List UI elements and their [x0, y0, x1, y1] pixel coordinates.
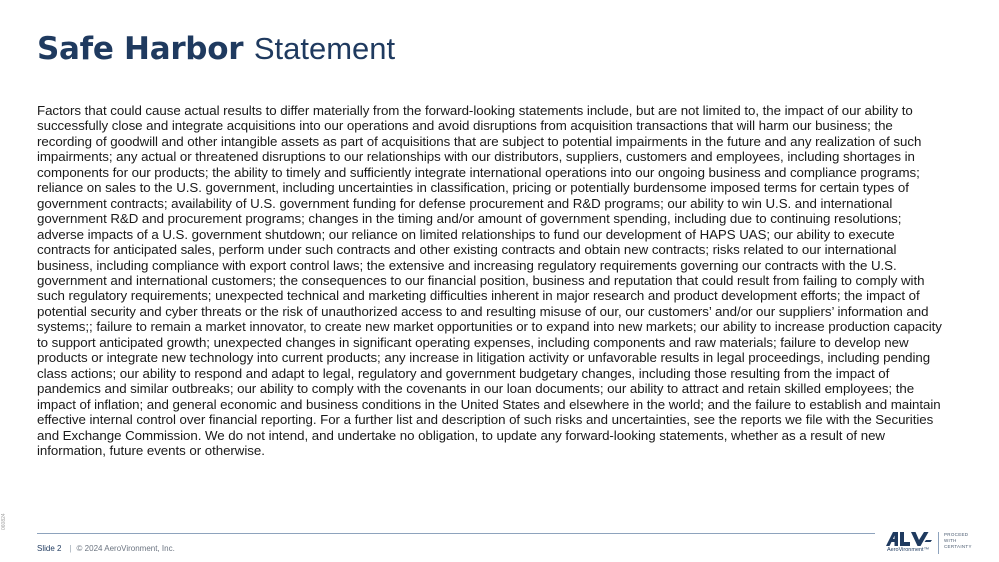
logo-tagline-line: CERTAINTY: [944, 544, 972, 549]
page-title-light: Statement: [253, 31, 396, 66]
av-logo-mark-icon: [886, 531, 934, 547]
copyright-notice: © 2024 AeroVironment, Inc.: [76, 544, 175, 553]
logo-divider: [938, 532, 939, 554]
company-logo: [886, 531, 996, 557]
slide-number: Slide 2: [37, 544, 62, 553]
footer-separator: |: [69, 544, 72, 553]
logo-wordmark: AeroVironment™: [887, 547, 930, 553]
safe-harbor-body: Factors that could cause actual results to differ materially from the forward-looking statements include, but are not limited to, the impact of our ability to successfully close and integrate acquisitions into our operations and avoid disruptions from acquisition transactions that will harm our business; the recording of goodwill and other intangible assets as part of acquisitions that are subject to potential impairments in the future and any realization of such impairments; any actual or threatened disruptions to our relationships with our distributors, suppliers, customers and employees, including shortages in components for our products; the ability to timely and sufficiently integrate international operations into our ongoing business and compliance programs; reliance on sales to the U.S. government, including uncertainties in classification, pricing or potentially burdensome imposed terms for certain types of government contracts; availability of U.S. government funding for defense procurement and R&D programs; our ability to win U.S. and international government R&D and procurement programs; changes in the timing and/or amount of government spending, including due to continuing resolutions; adverse impacts of a U.S. government shutdown; our reliance on limited relationships to fund our development of HAPS UAS; our ability to execute contracts for anticipated sales, perform under such contracts and other existing contracts and obtain new contracts; risks related to our international business, including compliance with export control laws; the extensive and increasing regulatory requirements governing our contracts with the U.S. government and international customers; the consequences to our financial position, business and reputation that could result from failing to comply with such regulatory requirements; unexpected technical and marketing difficulties inherent in major research and product development efforts; the impact of potential security and cyber threats or the risk of unauthorized access to and resulting misuse of our, our customers’ and/or our suppliers’ information and systems;; failure to remain a market innovator, to create new market opportunities or to expand into new markets; our ability to increase production capacity to support anticipated growth; unexpected changes in significant operating expenses, including components and raw materials; failure to develop new products or integrate new technology into current products; any increase in litigation activity or unfavorable results in legal proceedings, including pending class actions; our ability to respond and adapt to legal, regulatory and government budgetary changes, including those resulting from the impact of pandemics and similar outbreaks; our ability to comply with the covenants in our loan documents; our ability to attract and retain skilled employees; the impact of inflation; and general economic and business conditions in the United States and elsewhere in the world; and the failure to establish and maintain effective internal control over financial reporting. For a further list and description of such risks and uncertainties, see the reports we file with the Securities and Exchange Commission. We do not intend, and undertake no obligation, to update any forward-looking statements, whether as a result of new information, future events or otherwise.: [37, 103, 942, 458]
logo-tagline-line: WITH: [944, 538, 957, 543]
logo-tagline: [944, 532, 972, 550]
logo-tagline-line: PROCEED: [944, 532, 969, 537]
footer-divider: [37, 533, 875, 534]
page-title: [37, 30, 395, 68]
footer: [37, 544, 175, 554]
document-code: 060824: [1, 513, 7, 530]
page-title-bold: Safe Harbor: [37, 31, 244, 67]
